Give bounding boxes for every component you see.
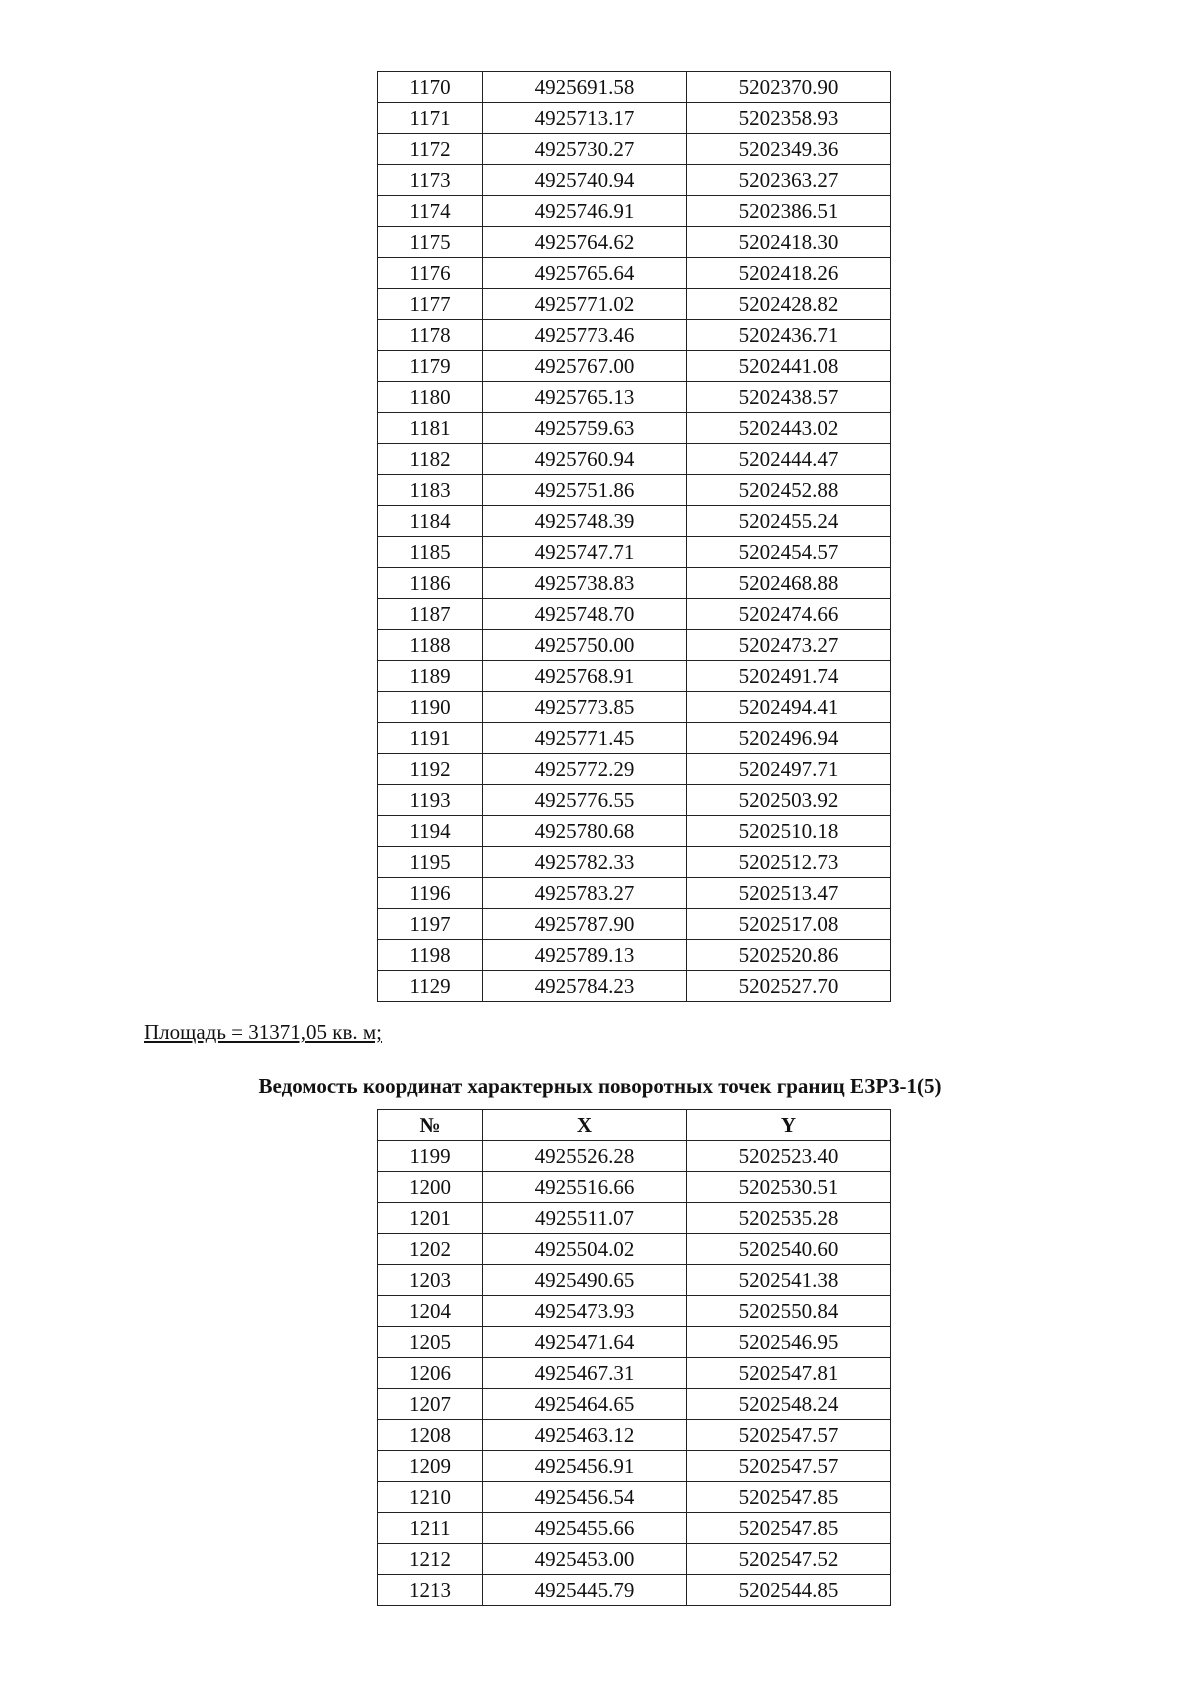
table-row — [378, 134, 891, 165]
point-number: 1208 — [378, 1420, 483, 1451]
point-number: 1189 — [378, 661, 483, 692]
coord-x: 4925776.55 — [483, 785, 687, 816]
point-number: 1170 — [378, 72, 483, 103]
coord-x: 4925504.02 — [483, 1234, 687, 1265]
coord-y: 5202520.86 — [687, 940, 891, 971]
coord-x: 4925740.94 — [483, 165, 687, 196]
coord-y: 5202510.18 — [687, 816, 891, 847]
coord-y: 5202540.60 — [687, 1234, 891, 1265]
coord-x: 4925748.70 — [483, 599, 687, 630]
coord-x: 4925456.91 — [483, 1451, 687, 1482]
coord-y: 5202474.66 — [687, 599, 891, 630]
area-note: Площадь = 31371,05 кв. м; — [144, 1020, 382, 1044]
coord-x: 4925456.54 — [483, 1482, 687, 1513]
table-row — [378, 1358, 891, 1389]
coord-x: 4925516.66 — [483, 1172, 687, 1203]
point-number: 1176 — [378, 258, 483, 289]
coord-y: 5202386.51 — [687, 196, 891, 227]
coord-x: 4925748.39 — [483, 506, 687, 537]
point-number: 1190 — [378, 692, 483, 723]
point-number: 1209 — [378, 1451, 483, 1482]
coord-x: 4925471.64 — [483, 1327, 687, 1358]
coord-x: 4925783.27 — [483, 878, 687, 909]
coord-x: 4925773.85 — [483, 692, 687, 723]
point-number: 1188 — [378, 630, 483, 661]
table-row — [378, 785, 891, 816]
coord-y: 5202444.47 — [687, 444, 891, 475]
point-number: 1196 — [378, 878, 483, 909]
table-row — [378, 351, 891, 382]
coord-x: 4925511.07 — [483, 1203, 687, 1234]
coord-y: 5202550.84 — [687, 1296, 891, 1327]
table-row — [378, 289, 891, 320]
table-row — [378, 1265, 891, 1296]
coord-y: 5202494.41 — [687, 692, 891, 723]
table-row — [378, 72, 891, 103]
table-row — [378, 165, 891, 196]
point-number: 1171 — [378, 103, 483, 134]
point-number: 1197 — [378, 909, 483, 940]
point-number: 1198 — [378, 940, 483, 971]
table-row — [378, 506, 891, 537]
coord-x: 4925747.71 — [483, 537, 687, 568]
point-number: 1205 — [378, 1327, 483, 1358]
coord-y: 5202523.40 — [687, 1141, 891, 1172]
coord-x: 4925455.66 — [483, 1513, 687, 1544]
coord-x: 4925780.68 — [483, 816, 687, 847]
table-row — [378, 227, 891, 258]
point-number: 1203 — [378, 1265, 483, 1296]
coordinates-table-continued — [377, 71, 891, 1002]
point-number: 1185 — [378, 537, 483, 568]
coord-x: 4925445.79 — [483, 1575, 687, 1606]
point-number: 1210 — [378, 1482, 483, 1513]
coord-x: 4925773.46 — [483, 320, 687, 351]
point-number: 1187 — [378, 599, 483, 630]
coord-y: 5202512.73 — [687, 847, 891, 878]
coord-y: 5202517.08 — [687, 909, 891, 940]
table-row — [378, 940, 891, 971]
coord-x: 4925473.93 — [483, 1296, 687, 1327]
coord-x: 4925760.94 — [483, 444, 687, 475]
table-row — [378, 382, 891, 413]
coord-x: 4925750.00 — [483, 630, 687, 661]
point-number: 1213 — [378, 1575, 483, 1606]
point-number: 1181 — [378, 413, 483, 444]
table-row — [378, 1141, 891, 1172]
coord-x: 4925464.65 — [483, 1389, 687, 1420]
point-number: 1178 — [378, 320, 483, 351]
point-number: 1183 — [378, 475, 483, 506]
table-row — [378, 1451, 891, 1482]
table-row — [378, 1575, 891, 1606]
point-number: 1211 — [378, 1513, 483, 1544]
coord-x: 4925730.27 — [483, 134, 687, 165]
table-row — [378, 971, 891, 1002]
table-row — [378, 475, 891, 506]
point-number: 1182 — [378, 444, 483, 475]
table-row — [378, 692, 891, 723]
table-row — [378, 878, 891, 909]
table-row — [378, 847, 891, 878]
coord-x: 4925784.23 — [483, 971, 687, 1002]
coord-x: 4925782.33 — [483, 847, 687, 878]
point-number: 1193 — [378, 785, 483, 816]
coord-y: 5202527.70 — [687, 971, 891, 1002]
point-number: 1177 — [378, 289, 483, 320]
point-number: 1179 — [378, 351, 483, 382]
point-number: 1184 — [378, 506, 483, 537]
coord-x: 4925787.90 — [483, 909, 687, 940]
table-row — [378, 1513, 891, 1544]
table-row — [378, 599, 891, 630]
coord-y: 5202418.26 — [687, 258, 891, 289]
table-row — [378, 1389, 891, 1420]
point-number: 1207 — [378, 1389, 483, 1420]
coord-y: 5202436.71 — [687, 320, 891, 351]
header-x: X — [483, 1110, 687, 1141]
table-row — [378, 568, 891, 599]
coord-y: 5202546.95 — [687, 1327, 891, 1358]
table-row — [378, 196, 891, 227]
coord-y: 5202443.02 — [687, 413, 891, 444]
coord-x: 4925746.91 — [483, 196, 687, 227]
coord-y: 5202441.08 — [687, 351, 891, 382]
section-title: Ведомость координат характерных поворотных точек границ ЕЗРЗ-1(5) — [258, 1074, 942, 1098]
table-row — [378, 320, 891, 351]
point-number: 1204 — [378, 1296, 483, 1327]
coord-y: 5202418.30 — [687, 227, 891, 258]
coord-x: 4925463.12 — [483, 1420, 687, 1451]
coord-x: 4925738.83 — [483, 568, 687, 599]
table-row — [378, 661, 891, 692]
coord-x: 4925751.86 — [483, 475, 687, 506]
table-row — [378, 1482, 891, 1513]
coord-y: 5202530.51 — [687, 1172, 891, 1203]
point-number: 1212 — [378, 1544, 483, 1575]
coord-y: 5202454.57 — [687, 537, 891, 568]
header-number: № — [378, 1110, 483, 1141]
point-number: 1192 — [378, 754, 483, 785]
coord-y: 5202496.94 — [687, 723, 891, 754]
table-row — [378, 754, 891, 785]
coord-x: 4925490.65 — [483, 1265, 687, 1296]
table-row — [378, 816, 891, 847]
header-y: Y — [687, 1110, 891, 1141]
coord-y: 5202547.85 — [687, 1482, 891, 1513]
coord-y: 5202497.71 — [687, 754, 891, 785]
point-number: 1174 — [378, 196, 483, 227]
coordinates-table-body — [378, 72, 891, 1002]
point-number: 1194 — [378, 816, 483, 847]
table-row — [378, 1420, 891, 1451]
coord-y: 5202370.90 — [687, 72, 891, 103]
coord-y: 5202349.36 — [687, 134, 891, 165]
table-row — [378, 1544, 891, 1575]
point-number: 1186 — [378, 568, 483, 599]
point-number: 1180 — [378, 382, 483, 413]
coord-x: 4925691.58 — [483, 72, 687, 103]
table-row — [378, 444, 891, 475]
table-row — [378, 413, 891, 444]
coord-y: 5202547.85 — [687, 1513, 891, 1544]
table-row — [378, 630, 891, 661]
table-row — [378, 1203, 891, 1234]
point-number: 1173 — [378, 165, 483, 196]
coord-x: 4925767.00 — [483, 351, 687, 382]
coordinates-table-body — [378, 1141, 891, 1606]
coord-y: 5202363.27 — [687, 165, 891, 196]
point-number: 1191 — [378, 723, 483, 754]
coord-y: 5202455.24 — [687, 506, 891, 537]
point-number: 1200 — [378, 1172, 483, 1203]
coord-y: 5202547.52 — [687, 1544, 891, 1575]
coord-y: 5202452.88 — [687, 475, 891, 506]
coord-x: 4925713.17 — [483, 103, 687, 134]
coord-y: 5202438.57 — [687, 382, 891, 413]
coord-y: 5202473.27 — [687, 630, 891, 661]
table-row — [378, 537, 891, 568]
table-row — [378, 723, 891, 754]
coord-y: 5202547.81 — [687, 1358, 891, 1389]
coord-y: 5202428.82 — [687, 289, 891, 320]
coord-y: 5202358.93 — [687, 103, 891, 134]
coord-y: 5202491.74 — [687, 661, 891, 692]
coord-x: 4925771.45 — [483, 723, 687, 754]
table-row — [378, 103, 891, 134]
coord-y: 5202535.28 — [687, 1203, 891, 1234]
point-number: 1206 — [378, 1358, 483, 1389]
coord-x: 4925453.00 — [483, 1544, 687, 1575]
table-row — [378, 1234, 891, 1265]
coord-x: 4925467.31 — [483, 1358, 687, 1389]
point-number: 1172 — [378, 134, 483, 165]
coord-x: 4925768.91 — [483, 661, 687, 692]
coord-y: 5202548.24 — [687, 1389, 891, 1420]
coord-y: 5202547.57 — [687, 1420, 891, 1451]
point-number: 1199 — [378, 1141, 483, 1172]
coord-y: 5202513.47 — [687, 878, 891, 909]
table-row — [378, 1327, 891, 1358]
point-number: 1202 — [378, 1234, 483, 1265]
coord-y: 5202544.85 — [687, 1575, 891, 1606]
point-number: 1195 — [378, 847, 483, 878]
coord-x: 4925759.63 — [483, 413, 687, 444]
point-number: 1129 — [378, 971, 483, 1002]
coordinates-table-ezrz — [377, 1109, 891, 1606]
coord-x: 4925764.62 — [483, 227, 687, 258]
coord-x: 4925526.28 — [483, 1141, 687, 1172]
table-row — [378, 258, 891, 289]
coord-y: 5202541.38 — [687, 1265, 891, 1296]
table-row — [378, 909, 891, 940]
coord-x: 4925772.29 — [483, 754, 687, 785]
point-number: 1175 — [378, 227, 483, 258]
table-row — [378, 1296, 891, 1327]
coord-y: 5202468.88 — [687, 568, 891, 599]
coord-y: 5202547.57 — [687, 1451, 891, 1482]
table-row — [378, 1172, 891, 1203]
coord-x: 4925765.13 — [483, 382, 687, 413]
coord-x: 4925789.13 — [483, 940, 687, 971]
point-number: 1201 — [378, 1203, 483, 1234]
coord-x: 4925771.02 — [483, 289, 687, 320]
coord-y: 5202503.92 — [687, 785, 891, 816]
table-header-row — [378, 1110, 891, 1141]
coord-x: 4925765.64 — [483, 258, 687, 289]
